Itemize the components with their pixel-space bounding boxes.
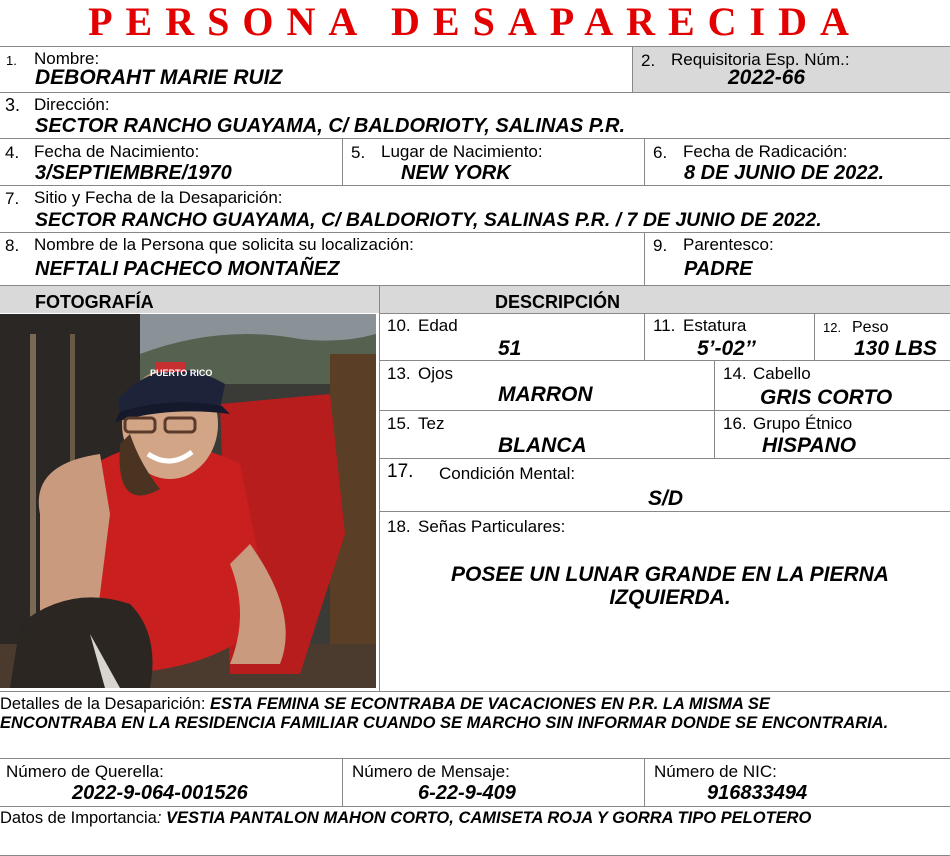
importancia-value: VESTIA PANTALON MAHON CORTO, CAMISETA ROJA Y GORRA TIPO PELOTERO: [166, 809, 812, 827]
sitio-fecha-value: SECTOR RANCHO GUAYAMA, C/ BALDORIOTY, SALINAS P.R. / 7 DE JUNIO DE 2022.: [35, 209, 822, 231]
descripcion-header: [380, 286, 950, 313]
detalles-label: Detalles de la Desaparición:: [0, 695, 211, 713]
requisitoria-label: Requisitoria Esp. Núm.:: [671, 50, 850, 69]
nic-label: Número de NIC:: [654, 762, 777, 781]
field-number: 7.: [5, 189, 20, 208]
tez-label: Tez: [418, 414, 445, 433]
nombre-label: Nombre:: [34, 49, 100, 68]
grupo-etnico-field: [715, 411, 950, 458]
requisitoria-value: 2022-66: [728, 66, 806, 89]
field-number: 16.: [723, 414, 747, 433]
field-number: 10.: [387, 316, 411, 335]
field-number: 1.: [6, 53, 17, 68]
mensaje-field: [343, 759, 644, 806]
fecha-nacimiento-value: 3/SEPTIEMBRE/1970: [35, 162, 232, 184]
ojos-value: MARRON: [498, 383, 593, 406]
photo-image: [0, 314, 376, 688]
fecha-radicacion-value: 8 DE JUNIO DE 2022.: [684, 162, 885, 184]
parentesco-field: [645, 233, 950, 285]
ojos-field: [380, 361, 714, 410]
mensaje-value: 6-22-9-409: [418, 782, 516, 804]
condicion-mental-label: Condición Mental:: [439, 464, 576, 483]
field-number: 3.: [5, 95, 21, 115]
nic-field: [645, 759, 950, 806]
field-number: 2.: [641, 51, 656, 70]
sitio-fecha-field: [0, 186, 950, 232]
edad-field: [380, 314, 644, 360]
lugar-nacimiento-value: NEW YORK: [401, 162, 511, 184]
field-number: 13.: [387, 364, 411, 383]
direccion-label: Dirección:: [34, 95, 110, 114]
fecha-radicacion-label: Fecha de Radicación:: [683, 142, 848, 161]
direccion-field: [0, 93, 950, 138]
solicitante-label: Nombre de la Persona que solicita su localización:: [34, 235, 414, 254]
mensaje-label: Número de Mensaje:: [352, 762, 510, 781]
nombre-value: DEBORAHT MARIE RUIZ: [35, 66, 283, 89]
peso-value: 130 LBS: [854, 337, 937, 360]
field-number: 18.: [387, 517, 411, 536]
nic-value: 916833494: [707, 782, 808, 804]
field-number: 6.: [653, 143, 668, 162]
nombre-field: [0, 47, 632, 92]
fecha-nacimiento-label: Fecha de Nacimiento:: [34, 142, 200, 161]
estatura-field: [645, 314, 814, 360]
field-number: 4.: [5, 143, 20, 162]
solicitante-field: [0, 233, 644, 285]
divider: [0, 691, 950, 692]
condicion-mental-field: [380, 459, 950, 511]
sitio-fecha-label: Sitio y Fecha de la Desaparición:: [34, 188, 283, 207]
edad-label: Edad: [418, 316, 458, 335]
lugar-nacimiento-field: [343, 139, 644, 185]
querella-label: Número de Querella:: [6, 762, 164, 781]
grupo-etnico-value: HISPANO: [762, 434, 857, 457]
field-number: 5.: [351, 143, 366, 162]
page-title: PERSONA DESAPARECIDA: [88, 0, 862, 44]
peso-field: [815, 314, 950, 360]
field-number: 14.: [723, 364, 747, 383]
querella-field: [0, 759, 342, 806]
field-number: 9.: [653, 236, 668, 255]
tez-field: [380, 411, 714, 458]
field-number: 17.: [387, 461, 414, 482]
edad-value: 51: [498, 337, 522, 360]
fotografia-title: FOTOGRAFÍA: [35, 292, 154, 312]
importancia-label: Datos de Importancia: [0, 809, 157, 827]
senas-value: POSEE UN LUNAR GRANDE EN LA PIERNA IZQUIERDA.: [451, 563, 889, 609]
field-number: 11.: [653, 316, 676, 335]
grupo-etnico-label: Grupo Étnico: [753, 414, 853, 433]
solicitante-value: NEFTALI PACHECO MONTAÑEZ: [35, 258, 340, 280]
estatura-value: 5’-02’’: [697, 337, 756, 360]
detalles-value: ESTA FEMINA SE ECONTRABA DE VACACIONES EN P.R. LA MISMA SE ENCONTRABA EN LA RESIDENCIA FAMILIAR CUANDO SE MARCHO SIN INFORMAR DONDE SE ENCONTRARIA.: [0, 695, 889, 732]
requisitoria-field: [633, 47, 950, 92]
ojos-label: Ojos: [418, 364, 453, 383]
fecha-nacimiento-field: [0, 139, 342, 185]
field-number: 8.: [5, 236, 20, 255]
descripcion-title: DESCRIPCIÓN: [495, 292, 621, 312]
parentesco-label: Parentesco:: [683, 235, 774, 254]
cabello-value: GRIS CORTO: [760, 386, 893, 409]
estatura-label: Estatura: [683, 316, 747, 335]
field-number: 12.: [823, 320, 842, 335]
fecha-radicacion-field: [645, 139, 950, 185]
cabello-field: [715, 361, 950, 410]
lugar-nacimiento-label: Lugar de Nacimiento:: [381, 142, 543, 161]
peso-label: Peso: [852, 319, 889, 336]
person-photo: [0, 314, 376, 688]
field-number: 15.: [387, 414, 411, 433]
querella-value: 2022-9-064-001526: [72, 782, 248, 804]
direccion-value: SECTOR RANCHO GUAYAMA, C/ BALDORIOTY, SALINAS P.R.: [35, 115, 626, 137]
condicion-mental-value: S/D: [648, 487, 684, 510]
senas-field: [380, 512, 950, 691]
cabello-label: Cabello: [753, 364, 811, 383]
senas-label: Señas Particulares:: [418, 517, 566, 536]
detalles-field: [0, 695, 890, 757]
tez-value: BLANCA: [498, 434, 587, 457]
parentesco-value: PADRE: [684, 258, 753, 280]
divider: [0, 806, 950, 807]
importancia-colon: :: [156, 809, 167, 827]
fotografia-header: [0, 286, 379, 313]
cap-logo-text: PUERTO RICO: [150, 368, 213, 378]
importancia-field: [0, 809, 900, 854]
